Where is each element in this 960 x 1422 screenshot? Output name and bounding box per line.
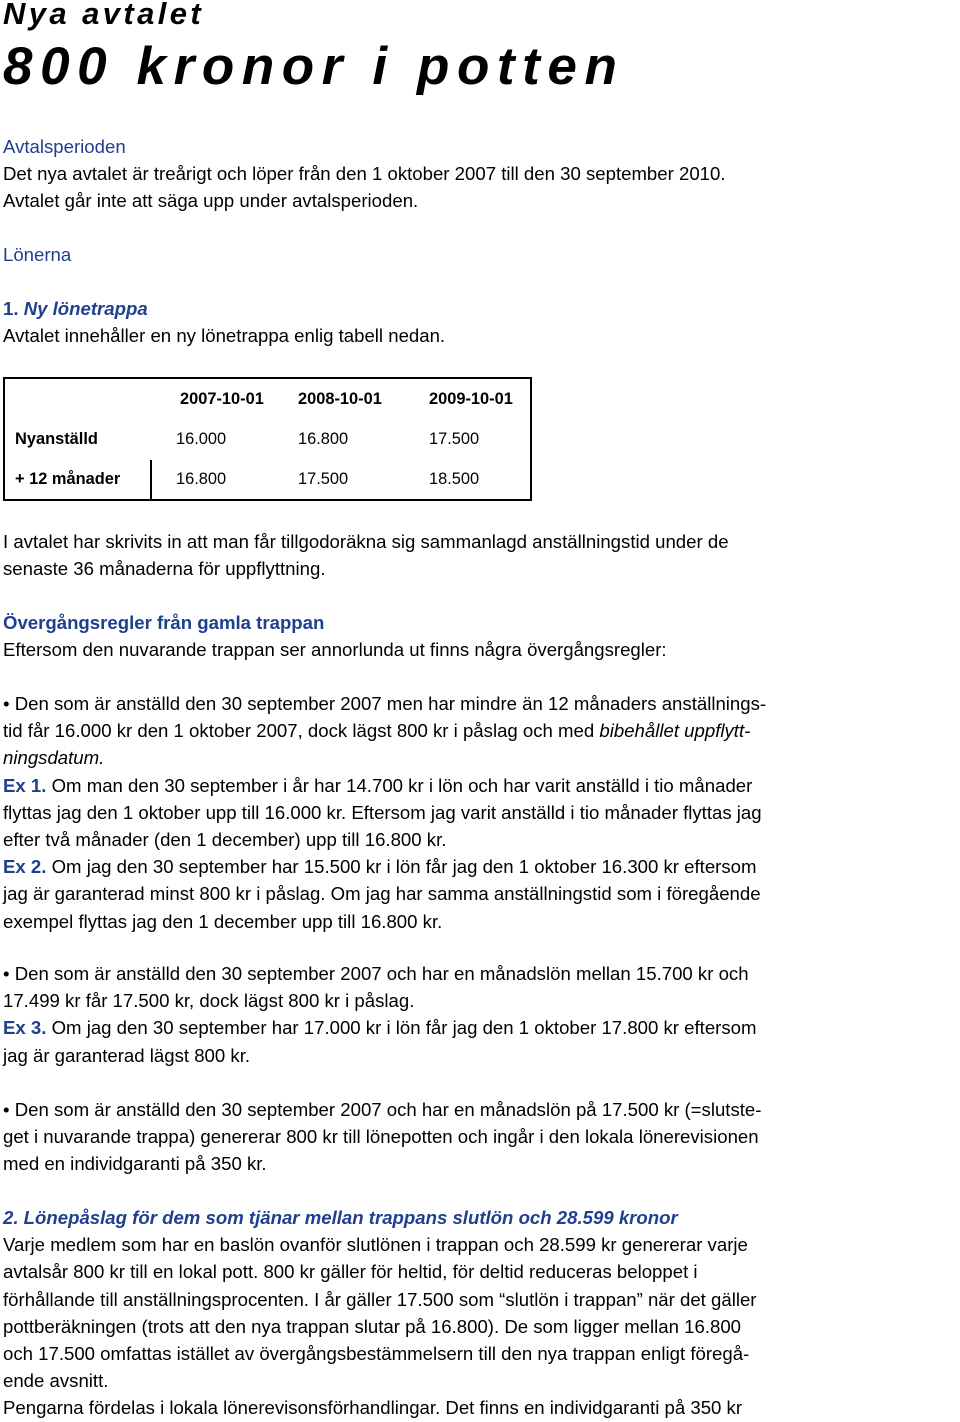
salary-table	[3, 377, 532, 501]
text-run: tid får 16.000 kr den 1 oktober 2007, dock lägst 800 kr i påslag och med	[3, 720, 600, 742]
section-heading: Lönerna	[3, 244, 72, 265]
subsection-number: 1.	[3, 298, 24, 319]
table-cell: 17.500	[429, 429, 480, 448]
table-row	[4, 419, 531, 459]
table-cell: 16.800	[298, 429, 349, 448]
paragraph-line: senaste 36 månaderna för uppflyttning.	[3, 558, 326, 580]
text-run: Om man den 30 september i år har 14.700 kr i lön och har varit anställd i tio månader	[46, 774, 753, 796]
list-item: • Den som är anställd den 30 september 2007 och har en månadslön mellan 15.700 kr och	[3, 960, 953, 987]
paragraph-line: efter två månader (den 1 december) upp till 16.800 kr.	[3, 829, 447, 851]
paragraph-line: 17.499 kr får 17.500 kr, dock lägst 800 kr i påslag.	[3, 990, 415, 1012]
example-line	[3, 772, 953, 799]
paragraph-line: med en individgaranti på 350 kr.	[3, 1153, 267, 1175]
text-italic: bibehållet uppflytt-	[599, 720, 751, 742]
section-lonepaslag	[3, 1204, 953, 1422]
example-label: Ex 2.	[3, 856, 47, 878]
list-item: • Den som är anställd den 30 september 2007 men har mindre än 12 månaders anställnings-	[3, 690, 953, 717]
paragraph-line: exempel flyttas jag den 1 december upp till 16.800 kr.	[3, 910, 443, 932]
example-line	[3, 853, 953, 880]
paragraph-line: ende avsnitt.	[3, 1370, 109, 1392]
paragraph-line: förhållande till anställningsprocenten. I år gäller 17.500 som “slutlön i trappan” när det gäller	[3, 1288, 757, 1310]
subsection-ny-lonetrappa	[3, 295, 953, 349]
table-header-row	[4, 378, 531, 419]
section-heading: Avtalsperioden	[3, 136, 126, 157]
subsection-heading: 2. Lönepåslag för dem som tjänar mellan trappans slutlön och 28.599 kronor	[3, 1207, 678, 1228]
example-label: Ex 3.	[3, 1017, 47, 1039]
paragraph-line: Avtalet går inte att säga upp under avtalsperioden.	[3, 190, 419, 212]
paragraph-line: Det nya avtalet är treårigt och löper från den 1 oktober 2007 till den 30 september 2010.	[3, 163, 726, 185]
section-avtalsperioden	[3, 133, 953, 215]
paragraph-line: get i nuvarande trappa) genererar 800 kr till lönepotten och ingår i den lokala lönerevisionen	[3, 1126, 759, 1148]
paragraph-tillgodo	[3, 528, 953, 582]
table-row-label: + 12 månader	[15, 469, 121, 488]
table-cell: 16.800	[176, 469, 227, 488]
subsection-title: Ny lönetrappa	[23, 298, 148, 319]
text-run: Om jag den 30 september har 15.500 kr i lön får jag den 1 oktober 16.300 kr eftersom	[46, 856, 757, 878]
table-cell: 18.500	[429, 469, 480, 488]
bullet-1	[3, 690, 953, 935]
paragraph-line: Varje medlem som har en baslön ovanför slutlönen i trappan och 28.599 kr genererar varje	[3, 1234, 748, 1256]
table-cell: 16.000	[176, 429, 227, 448]
paragraph-line: ningsdatum.	[3, 747, 105, 769]
table-divider	[150, 460, 152, 500]
paragraph-line	[3, 717, 953, 744]
bullet-3	[3, 1096, 953, 1178]
table-corner	[4, 378, 163, 419]
headline: 800 kronor i potten	[3, 37, 625, 96]
paragraph-line: Avtalet innehåller en ny lönetrappa enlig tabell nedan.	[3, 325, 446, 347]
paragraph-line: jag är garanterad lägst 800 kr.	[3, 1044, 251, 1066]
table-row-label: Nyanställd	[15, 429, 98, 448]
list-item: • Den som är anställd den 30 september 2007 och har en månadslön på 17.500 kr (=slutste-	[3, 1096, 953, 1123]
paragraph-line: Eftersom den nuvarande trappan ser annorlunda ut finns några övergångsregler:	[3, 639, 667, 661]
table-header-cell: 2009-10-01	[429, 389, 513, 408]
paragraph-line: pottberäkningen (trots att den nya trappan slutar på 16.800). De som ligger mellan 16.800	[3, 1315, 742, 1337]
kicker: Nya avtalet	[3, 0, 205, 31]
table-row	[4, 459, 531, 500]
bullet-2	[3, 960, 953, 1069]
section-lonerna	[3, 241, 953, 268]
text-run: Om jag den 30 september har 17.000 kr i lön får jag den 1 oktober 17.800 kr eftersom	[46, 1017, 757, 1039]
paragraph-line: jag är garanterad minst 800 kr i påslag. Om jag har samma anställningstid som i föregående	[3, 883, 761, 905]
example-label: Ex 1.	[3, 774, 47, 796]
paragraph-line: I avtalet har skrivits in att man får tillgodoräkna sig sammanlagd anställningstid under de	[3, 531, 729, 552]
subsection-heading	[3, 295, 953, 322]
paragraph-line: flyttas jag den 1 oktober upp till 16.000 kr. Eftersom jag varit anställd i tio månader flyttas jag	[3, 801, 762, 823]
table-cell: 17.500	[298, 469, 349, 488]
example-line	[3, 1014, 953, 1041]
section-heading: Övergångsregler från gamla trappan	[3, 612, 325, 633]
table-header-cell: 2008-10-01	[298, 389, 382, 408]
section-overgang	[3, 609, 953, 663]
table-header-cell: 2007-10-01	[180, 389, 264, 408]
paragraph-line: och 17.500 omfattas istället av övergångsbestämmelsern till den nya trappan enligt föregå-	[3, 1343, 750, 1365]
paragraph-line: Pengarna fördelas i lokala lönerevisonsförhandlingar. Det finns en individgaranti på 350 kr	[3, 1397, 743, 1419]
paragraph-line: avtalsår 800 kr till en lokal pott. 800 kr gäller för heltid, för deltid reduceras beloppet i	[3, 1261, 698, 1283]
